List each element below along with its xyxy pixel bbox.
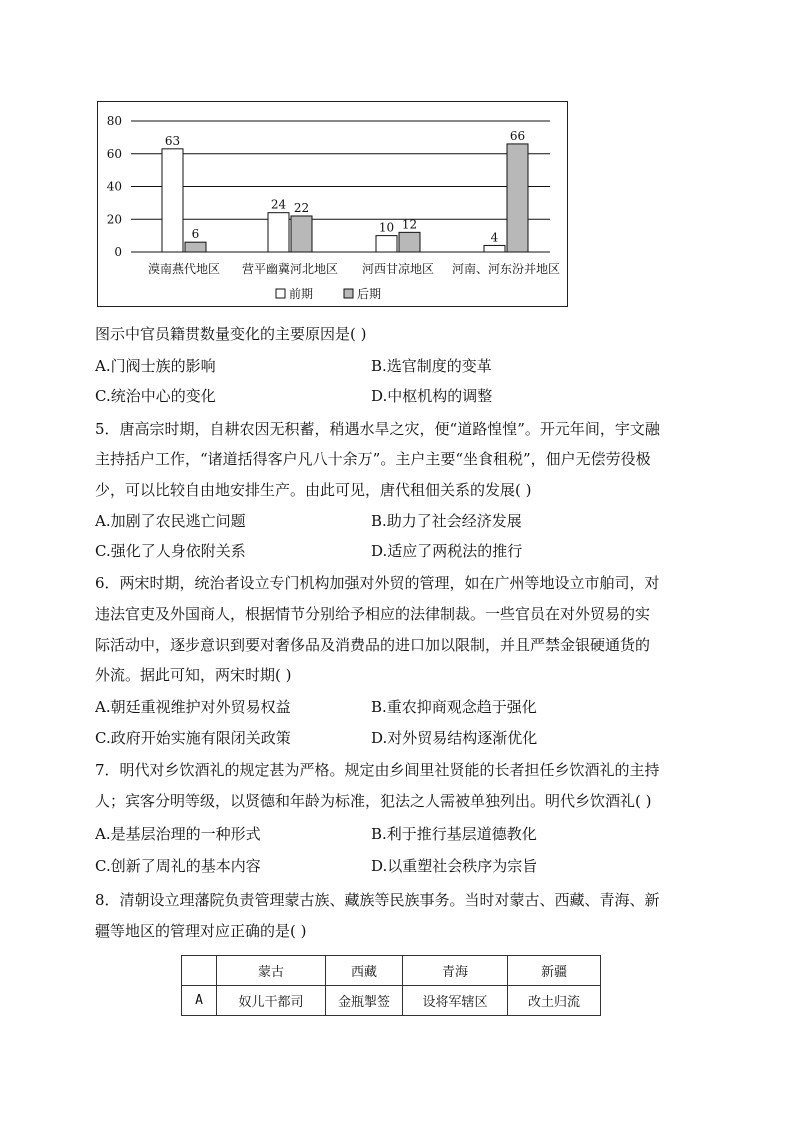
q5-option-c[interactable]: C.强化了人身依附关系 <box>95 542 246 560</box>
table-header-row <box>182 956 601 986</box>
category-label: 营平幽冀河北地区 <box>241 262 339 276</box>
legend-label: 前期 <box>289 287 314 301</box>
bar <box>376 236 397 252</box>
data-label: 63 <box>164 133 181 148</box>
q6-line-4: 外流。据此可知，两宋时期( ) <box>95 666 292 684</box>
q5-option-a[interactable]: A.加剧了农民逃亡问题 <box>95 512 246 530</box>
bar <box>162 149 183 252</box>
table-header-cell: 新疆 <box>508 956 601 986</box>
q7-line-2: 人；宾客分明等级，以贤德和年龄为标准，犯法之人需被单独列出。明代乡饮酒礼( ) <box>95 792 652 810</box>
q4-option-d[interactable]: D.中枢机构的调整 <box>371 387 493 405</box>
q6-line-1: 6．两宋时期，统治者设立专门机构加强对外贸的管理，如在广州等地设立市舶司，对 <box>95 574 660 592</box>
data-label: 24 <box>270 197 287 212</box>
q6-option-b[interactable]: B.重农抑商观念趋于强化 <box>371 698 537 716</box>
legend-swatch <box>276 289 285 298</box>
q5-option-b[interactable]: B.助力了社会经济发展 <box>371 512 522 530</box>
q7-option-b[interactable]: B.利于推行基层道德教化 <box>371 825 537 843</box>
q6-option-c[interactable]: C.政府开始实施有限闭关政策 <box>95 729 291 747</box>
data-label: 22 <box>293 200 310 215</box>
legend-swatch <box>344 289 353 298</box>
q4-option-c[interactable]: C.统治中心的变化 <box>95 387 216 405</box>
table-row <box>182 986 601 1016</box>
q6-option-d[interactable]: D.对外贸易结构逐渐优化 <box>371 729 538 747</box>
bar <box>185 242 206 252</box>
y-tick-label: 40 <box>106 179 122 194</box>
category-label: 河西甘凉地区 <box>361 262 435 276</box>
q7-option-c[interactable]: C.创新了周礼的基本内容 <box>95 857 261 875</box>
q7-line-1: 7．明代对乡饮酒礼的规定甚为严格。规定由乡闾里社贤能的长者担任乡饮酒礼的主持 <box>95 761 660 779</box>
table-cell: A <box>182 986 217 1016</box>
data-label: 10 <box>378 220 395 235</box>
y-tick-label: 20 <box>106 212 122 227</box>
q8-line-2: 疆等地区的管理对应正确的是( ) <box>95 922 307 940</box>
bar-chart <box>97 101 568 307</box>
bar-chart-svg <box>98 102 569 308</box>
bar <box>484 245 505 252</box>
table-header-cell: 西藏 <box>326 956 403 986</box>
q6-line-2: 违法官吏及外国商人，根据情节分别给予相应的法律制裁。一些官员在对外贸易的实 <box>95 605 651 623</box>
q6-option-a[interactable]: A.朝廷重视维护对外贸易权益 <box>95 698 291 716</box>
q6-line-3: 际活动中，逐步意识到要对奢侈品及消费品的进口加以限制，并且严禁金银硬通货的 <box>95 636 651 654</box>
table-header-cell: 青海 <box>403 956 508 986</box>
data-label: 4 <box>490 230 499 245</box>
table-cell: 奴儿干都司 <box>217 986 326 1016</box>
y-tick-label: 0 <box>114 245 122 259</box>
bar <box>291 216 312 252</box>
y-tick-label: 60 <box>106 146 122 161</box>
category-label: 河南、河东汾并地区 <box>451 262 561 276</box>
table-header-cell <box>182 956 217 986</box>
q5-line-3: 少，可以比较自由地安排生产。由此可见，唐代租佃关系的发展( ) <box>95 481 532 499</box>
data-label: 6 <box>191 227 200 242</box>
q7-option-a[interactable]: A.是基层治理的一种形式 <box>95 825 261 843</box>
category-label: 漠南燕代地区 <box>147 262 221 276</box>
table-cell: 设将军辖区 <box>403 986 508 1016</box>
table-cell: 金瓶掣签 <box>326 986 403 1016</box>
legend-label: 后期 <box>357 287 382 301</box>
q8-line-1: 8．清朝设立理藩院负责管理蒙古族、藏族等民族事务。当时对蒙古、西藏、青海、新 <box>95 891 660 909</box>
q4-option-a[interactable]: A.门阀士族的影响 <box>95 357 216 375</box>
q4-option-b[interactable]: B.选官制度的变革 <box>371 357 492 375</box>
table-header-cell: 蒙古 <box>217 956 326 986</box>
bar <box>399 232 420 252</box>
bar <box>268 213 289 252</box>
bar <box>507 144 528 252</box>
data-label: 66 <box>509 128 526 143</box>
q7-option-d[interactable]: D.以重塑社会秩序为宗旨 <box>371 857 538 875</box>
table-cell: 改土归流 <box>508 986 601 1016</box>
q4-stem: 图示中官员籍贯数量变化的主要原因是( ) <box>95 325 367 343</box>
q5-line-1: 5．唐高宗时期，自耕农因无积蓄，稍遇水旱之灾，便“道路惶惶”。开元年间，宇文融 <box>95 420 660 438</box>
q5-line-2: 主持括户工作，“诸道括得客户凡八十余万”。主户主要“坐食租税”，佃户无偿劳役极 <box>95 450 651 468</box>
q8-answer-table <box>181 955 601 1016</box>
y-tick-label: 80 <box>106 114 122 128</box>
q5-option-d[interactable]: D.适应了两税法的推行 <box>371 542 523 560</box>
data-label: 12 <box>401 217 418 232</box>
